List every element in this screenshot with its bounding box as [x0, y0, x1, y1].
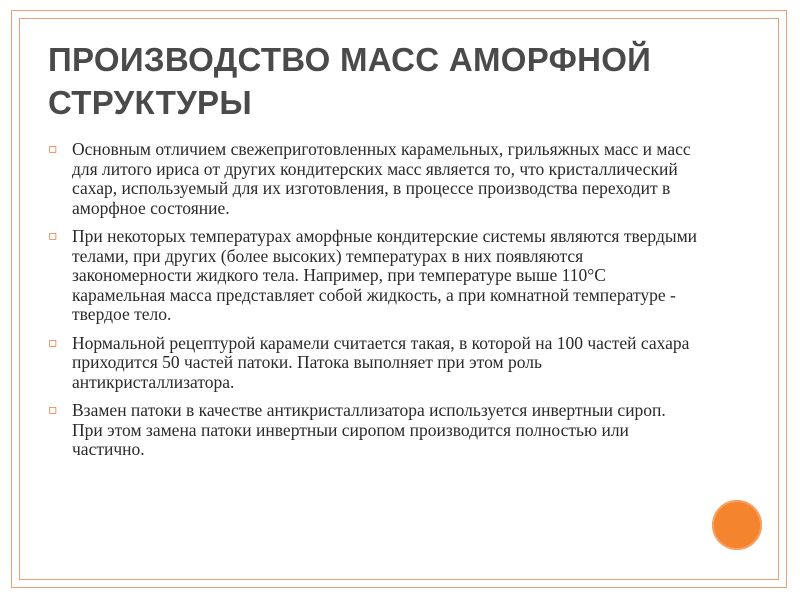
- bullet-item: [48, 401, 698, 460]
- decorative-circle: [712, 500, 762, 550]
- bullet-text: Взамен патоки в качестве антикристаллизатора используется инвертныи сироп. При этом замена патоки инвертныи сиропом производится полностью или частично.: [72, 400, 666, 459]
- bullet-text: Нормальной рецептурой карамели считается такая, в которой на 100 частей сахара приходится 50 частей патоки. Патока выполняет при этом роль антикристаллизатора.: [72, 332, 690, 392]
- bullet-list: [48, 140, 698, 469]
- slide-title: ПРОИЗВОДСТВО МАСС АМОРФНОЙ СТРУКТУРЫ: [48, 41, 652, 121]
- bullet-item: [48, 334, 698, 393]
- bullet-icon: ▫: [48, 334, 58, 351]
- bullet-item: [48, 227, 698, 325]
- bullet-text: При некоторых температурах аморфные кондитерские системы являются твердыми телами, при других (более высоких) температурах в них появляются закономерности жидкого тела. Например, при температуре выше 110°С карамельная масса представляет собой жидкость, а при комнатной температуре - твердое тело.: [72, 226, 698, 324]
- bullet-icon: ▫: [48, 228, 58, 244]
- bullet-icon: ▫: [48, 141, 58, 157]
- bullet-text: Основным отличием свежеприготовленных карамельных, грильяжных масс и масс для литого ириса от других кондитерских масс является то, что кристаллический сахар, используемый для их изготовления, в процессе производства переходит в аморфное состояние.: [72, 139, 691, 218]
- bullet-item: [48, 140, 698, 218]
- bullet-icon: ▫: [48, 402, 58, 418]
